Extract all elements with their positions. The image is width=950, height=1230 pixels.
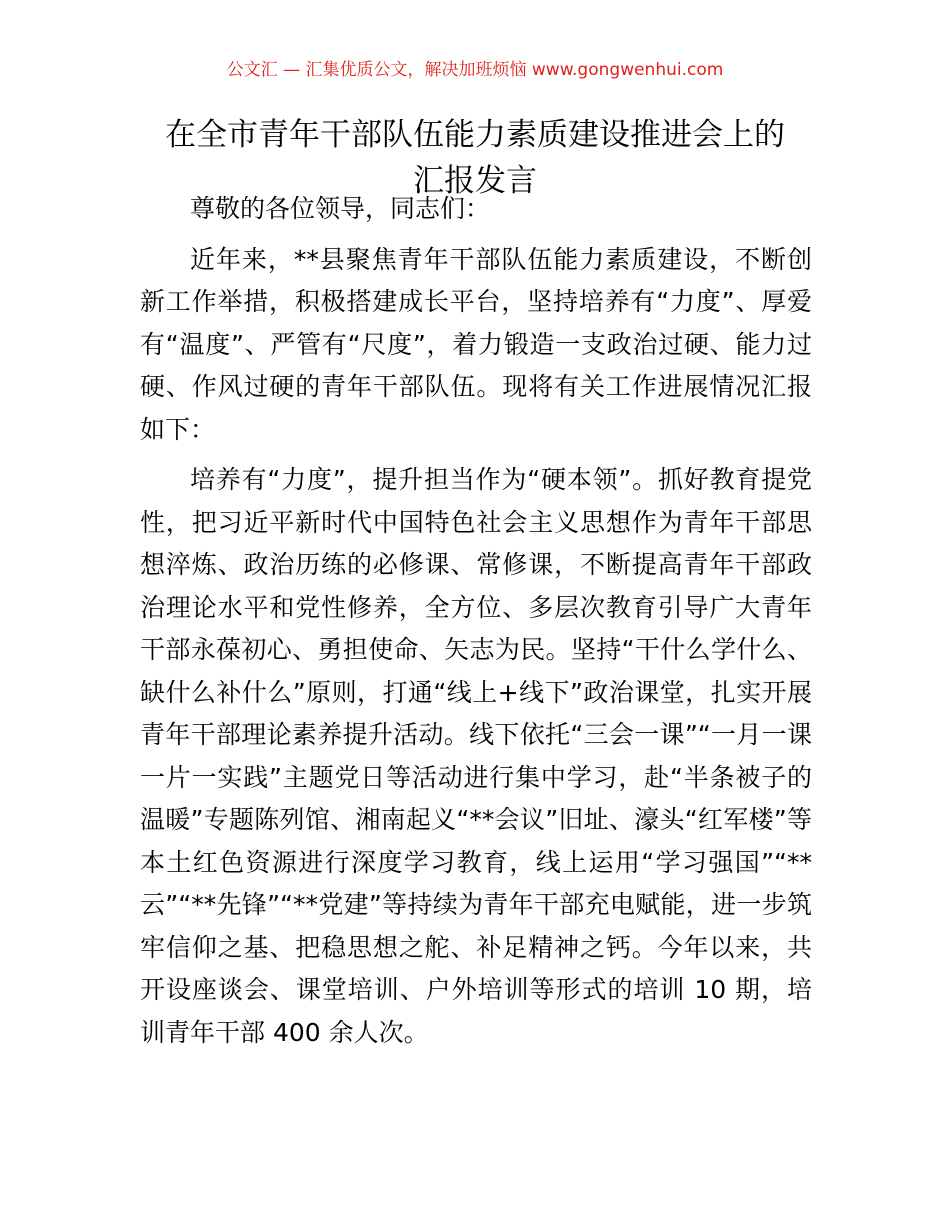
salutation: 尊敬的各位领导，同志们： bbox=[190, 194, 491, 223]
paragraph-intro: 近年来，**县聚焦青年干部队伍能力素质建设，不断创新工作举措，积极搭建成长平台，坚持培养有“力度”、厚爱有“温度”、严管有“尺度”，着力锻造一支政治过硬、能力过硬、作风过硬的青年干部队伍。现将有关工作进展情况汇报如下： bbox=[140, 244, 812, 444]
paragraph-training: 培养有“力度”，提升担当作为“硬本领”。抓好教育提党性，把习近平新时代中国特色社会主义思想作为青年干部思想淬炼、政治历练的必修课、常修课，不断提高青年干部政治理论水平和党性修养，全方位、多层次教育引导广大青年干部永葆初心、勇担使命、矢志为民。坚持“干什么学什么、缺什么补什么”原则，打通“线上+线下”政治课堂，扎实开展青年干部理论素养提升活动。线下依托“三会一课”“一月一课一片一实践”主题党日等活动进行集中学习，赴“半条被子的温暖”专题陈列馆、湘南起义“**会议”旧址、濠头“红军楼”等本土红色资源进行深度学习教育，线上运用“学习强国”“**云”“**先锋”“**党建”等持续为青年干部充电赋能，进一步筑牢信仰之基、把稳思想之舵、补足精神之钙。今年以来，共开设座谈会、课堂培训、户外培训等形式的培训 10 期，培训青年干部 400 余人次。 bbox=[140, 465, 812, 1047]
document-body bbox=[140, 188, 812, 1062]
title-line-2: 汇报发言 bbox=[413, 163, 537, 199]
title-line-1: 在全市青年干部队伍能力素质建设推进会上的 bbox=[165, 117, 785, 153]
site-banner: 公文汇 — 汇集优质公文，解决加班烦恼 www.gongwenhui.com bbox=[226, 60, 724, 80]
